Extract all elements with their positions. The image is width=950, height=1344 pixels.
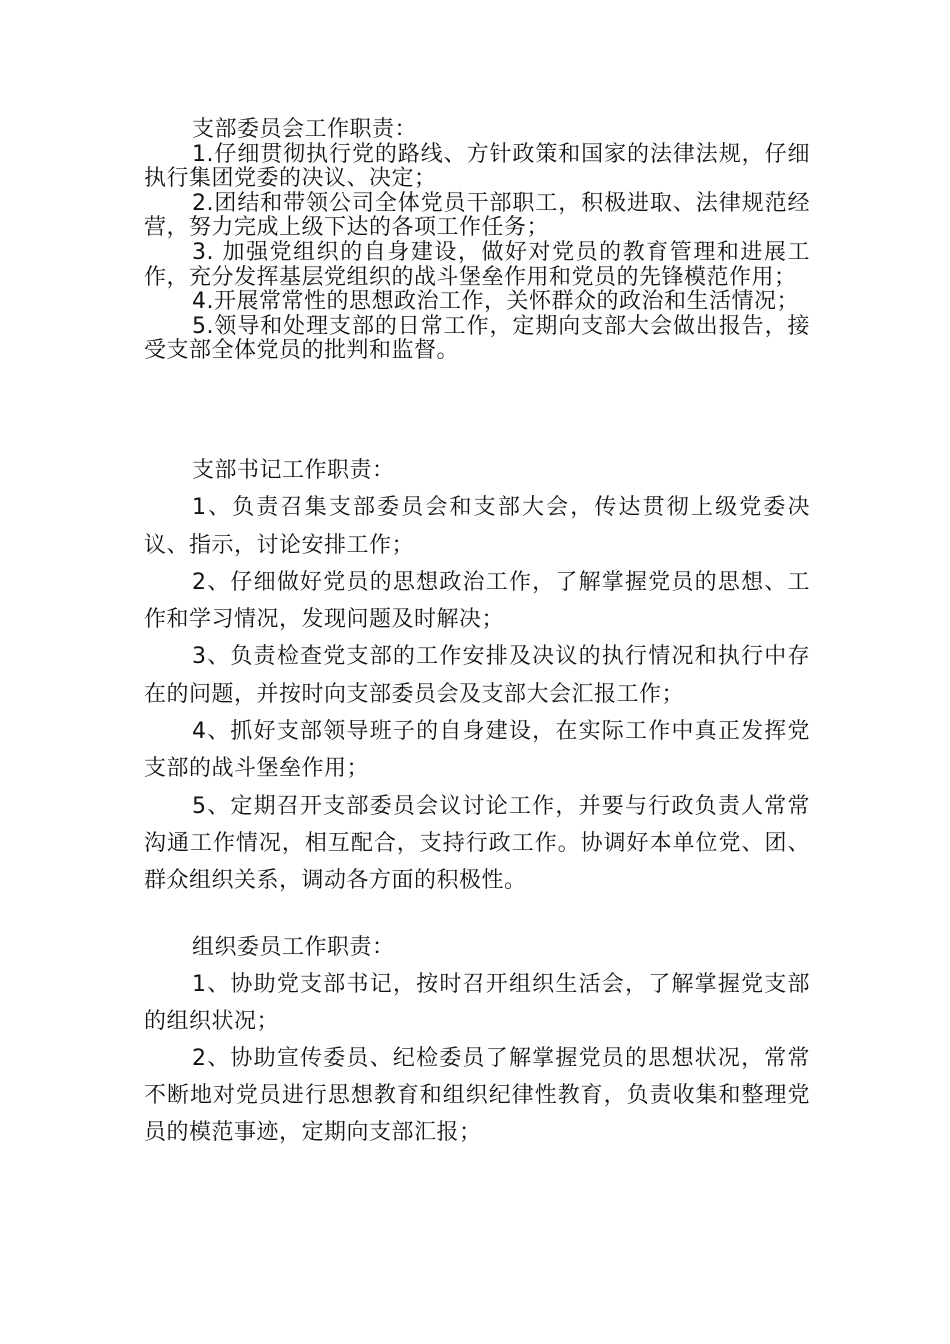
section-organization-duties [144,929,810,1151]
paragraph: 1、协助党支部书记，按时召开组织生活会，了解掌握党支部的组织状况； [144,972,810,1034]
section-committee-duties [144,118,810,364]
section-title: 组织委员工作职责： [192,935,395,960]
section-title: 支部委员会工作职责： [192,117,418,142]
paragraph: 3、负责检查党支部的工作安排及决议的执行情况和执行中存在的问题，并按时向支部委员会及支部大会汇报工作； [144,644,810,707]
paragraph: 2.团结和带领公司全体党员干部职工，积极进取、法律规范经营，努力完成上级下达的各项工作任务； [144,190,810,241]
paragraph: 3. 加强党组织的自身建设，做好对党员的教育管理和进展工作，充分发挥基层党组织的战斗堡垒作用和党员的先锋模范作用； [144,239,810,290]
paragraph: 2、仔细做好党员的思想政治工作，了解掌握党员的思想、工作和学习情况，发现问题及时解决； [144,569,810,633]
paragraph: 5、定期召开支部委员会议讨论工作，并要与行政负责人常常沟通工作情况，相互配合，支持行政工作。协调好本单位党、团、群众组织关系，调动各方面的积极性。 [144,793,810,894]
paragraph: 1、负责召集支部委员会和支部大会，传达贯彻上级党委决议、指示，讨论安排工作； [144,495,810,558]
paragraph: 2、协助宣传委员、纪检委员了解掌握党员的思想状况，常常不断地对党员进行思想教育和组织纪律性教育，负责收集和整理党员的模范事迹，定期向支部汇报； [144,1046,810,1145]
paragraph: 4、抓好支部领导班子的自身建设，在实际工作中真正发挥党支部的战斗堡垒作用； [144,719,810,782]
paragraph: 5.领导和处理支部的日常工作，定期向支部大会做出报告，接受支部全体党员的批判和监督。 [144,313,810,364]
section-secretary-duties [144,452,810,900]
section-title: 支部书记工作职责： [192,458,395,483]
paragraph: 1.仔细贯彻执行党的路线、方针政策和国家的法律法规，仔细执行集团党委的决议、决定； [144,141,810,192]
paragraph: 4.开展常常性的思想政治工作，关怀群众的政治和生活情况； [192,289,799,315]
